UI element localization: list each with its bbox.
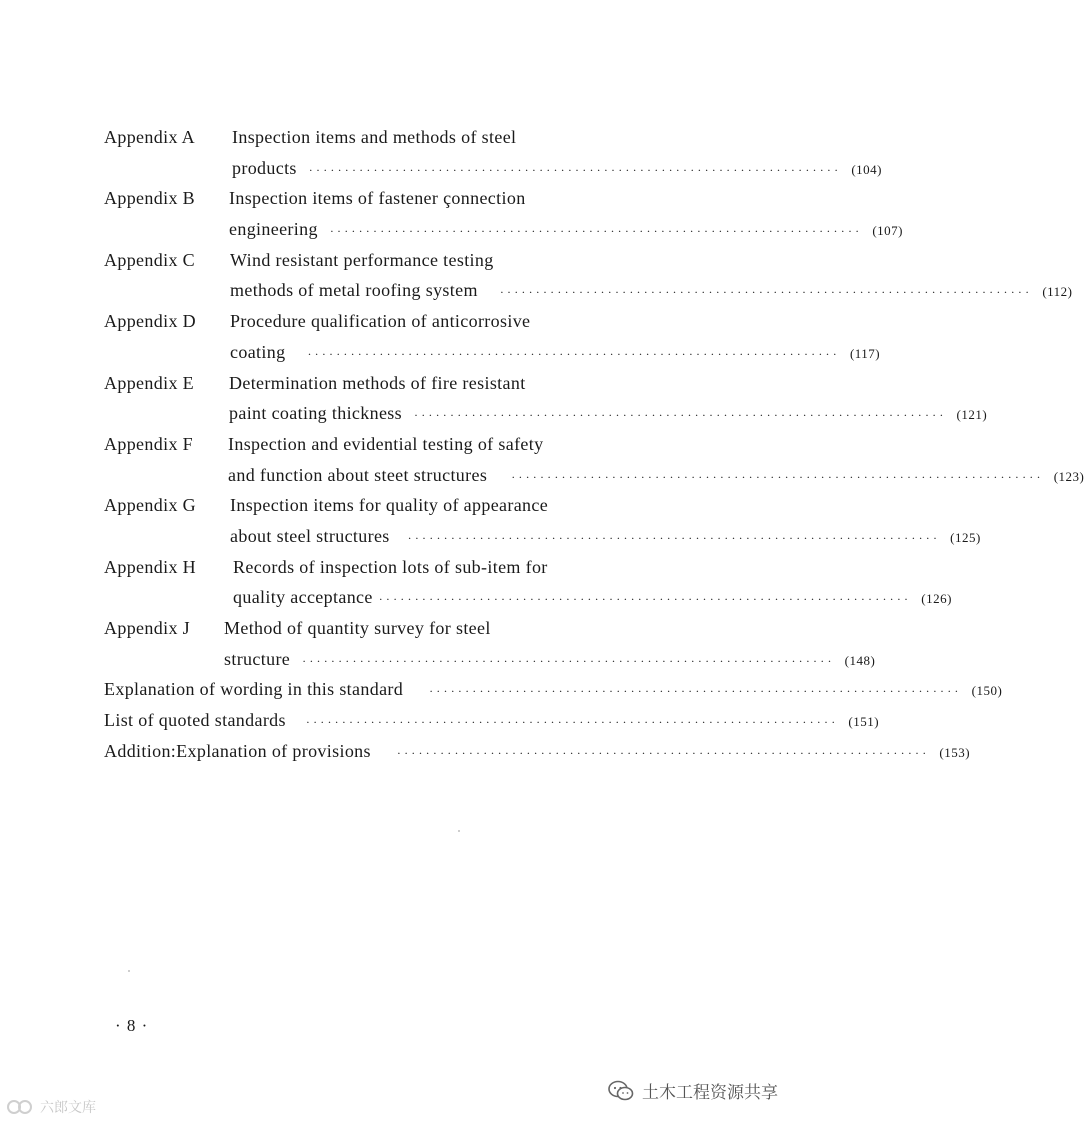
- entry-page: (112): [1042, 284, 1073, 300]
- page-number: · 8 ·: [115, 1016, 149, 1035]
- toc-entry-appendix-b[interactable]: [104, 183, 904, 244]
- entry-label: Appendix F: [104, 433, 193, 454]
- entry-title-continued: paint coating thickness: [229, 403, 403, 424]
- entry-page: (121): [956, 407, 988, 423]
- watermark-right: [608, 1078, 778, 1103]
- entry-label: Appendix A: [104, 127, 195, 147]
- entry-page: (126): [921, 591, 952, 607]
- entry-page: (148): [844, 652, 876, 668]
- entry-page: (117): [849, 345, 881, 361]
- entry-title: Inspection items of fastener çonnection: [229, 188, 526, 209]
- entry-title-continued: about steel structures: [230, 525, 390, 546]
- entry-title: Wind resistant performance testing: [230, 249, 494, 270]
- entry-label: Appendix D: [104, 311, 196, 332]
- toc-entry-appendix-j[interactable]: [104, 613, 876, 674]
- toc-entry-appendix-c[interactable]: [104, 245, 1073, 306]
- entry-title: Records of inspection lots of sub-item for: [233, 556, 548, 577]
- entry-label: Appendix C: [104, 249, 195, 270]
- entry-title: Method of quantity survey for steel: [224, 618, 491, 638]
- entry-label: Appendix G: [104, 495, 196, 516]
- entry-title: Procedure qualification of anticorrosive: [230, 311, 531, 332]
- dot-leader: ··········································································: [499, 285, 1033, 300]
- toc-entry-appendix-g[interactable]: [104, 490, 981, 551]
- scan-speck: [458, 830, 460, 832]
- dot-leader: ··········································································: [407, 530, 941, 545]
- toc-entry-appendix-a[interactable]: [104, 122, 882, 183]
- entry-page: (123): [1053, 468, 1084, 484]
- dot-leader: ··········································································: [511, 469, 1044, 484]
- dot-leader: ··········································································: [329, 224, 863, 239]
- entry-page: (107): [872, 223, 904, 239]
- toc-entry-appendix-d[interactable]: [104, 306, 881, 367]
- scan-speck: [128, 970, 130, 972]
- dot-leader: ··········································································: [302, 653, 835, 668]
- watermark-left: [6, 1097, 96, 1117]
- toc-entry-appendix-f[interactable]: [104, 429, 1084, 490]
- table-of-contents: [104, 122, 1084, 766]
- toc-entry-explanation-of-provisions[interactable]: [104, 736, 971, 767]
- dot-leader: ··········································································: [378, 592, 912, 607]
- toc-entry-list-of-quoted-standards[interactable]: [104, 705, 880, 736]
- entry-page: (150): [971, 683, 1003, 699]
- toc-entry-explanation-of-wording[interactable]: [104, 674, 1003, 705]
- dot-leader: ··········································································: [305, 715, 839, 730]
- dot-leader: ··········································································: [307, 346, 840, 361]
- entry-title-continued: quality acceptance: [233, 587, 373, 608]
- dot-leader: ··········································································: [429, 684, 962, 699]
- entry-label: Appendix H: [104, 556, 196, 577]
- entry-title: List of quoted standards: [104, 710, 286, 731]
- entry-page: (125): [950, 529, 981, 545]
- entry-title: Determination methods of fire resistant: [229, 372, 526, 393]
- entry-label: Appendix E: [104, 372, 194, 393]
- watermark-right-text: 土木工程资源共享: [642, 1083, 778, 1103]
- entry-label: Appendix B: [104, 188, 195, 209]
- toc-entry-appendix-e[interactable]: [104, 368, 988, 429]
- toc-entry-appendix-h[interactable]: [104, 552, 952, 613]
- wechat-icon: [608, 1080, 634, 1102]
- dot-leader: ··········································································: [414, 408, 947, 423]
- entry-title-continued: and function about steet structures: [228, 464, 488, 485]
- entry-title: Explanation of wording in this standard: [104, 679, 404, 700]
- entry-title: Addition:Explanation of provisions: [104, 740, 371, 761]
- entry-title-continued: coating: [230, 341, 286, 362]
- entry-title-continued: structure: [224, 648, 291, 669]
- entry-title-continued: engineering: [229, 219, 318, 240]
- entry-label: Appendix J: [104, 618, 190, 638]
- dot-leader: ··········································································: [308, 162, 842, 177]
- entry-title: Inspection items for quality of appearance: [230, 495, 549, 516]
- entry-page: (151): [848, 714, 880, 730]
- watermark-logo-icon: [6, 1098, 36, 1116]
- entry-title: Inspection and evidential testing of safety: [228, 433, 544, 454]
- entry-page: (153): [939, 744, 971, 760]
- watermark-left-text: 六郎文库: [40, 1100, 96, 1116]
- entry-title-continued: methods of metal roofing system: [230, 280, 478, 301]
- entry-title: Inspection items and methods of steel: [232, 127, 517, 147]
- entry-title-continued: products: [232, 157, 297, 178]
- dot-leader: ··········································································: [396, 745, 930, 760]
- entry-page: (104): [851, 161, 882, 177]
